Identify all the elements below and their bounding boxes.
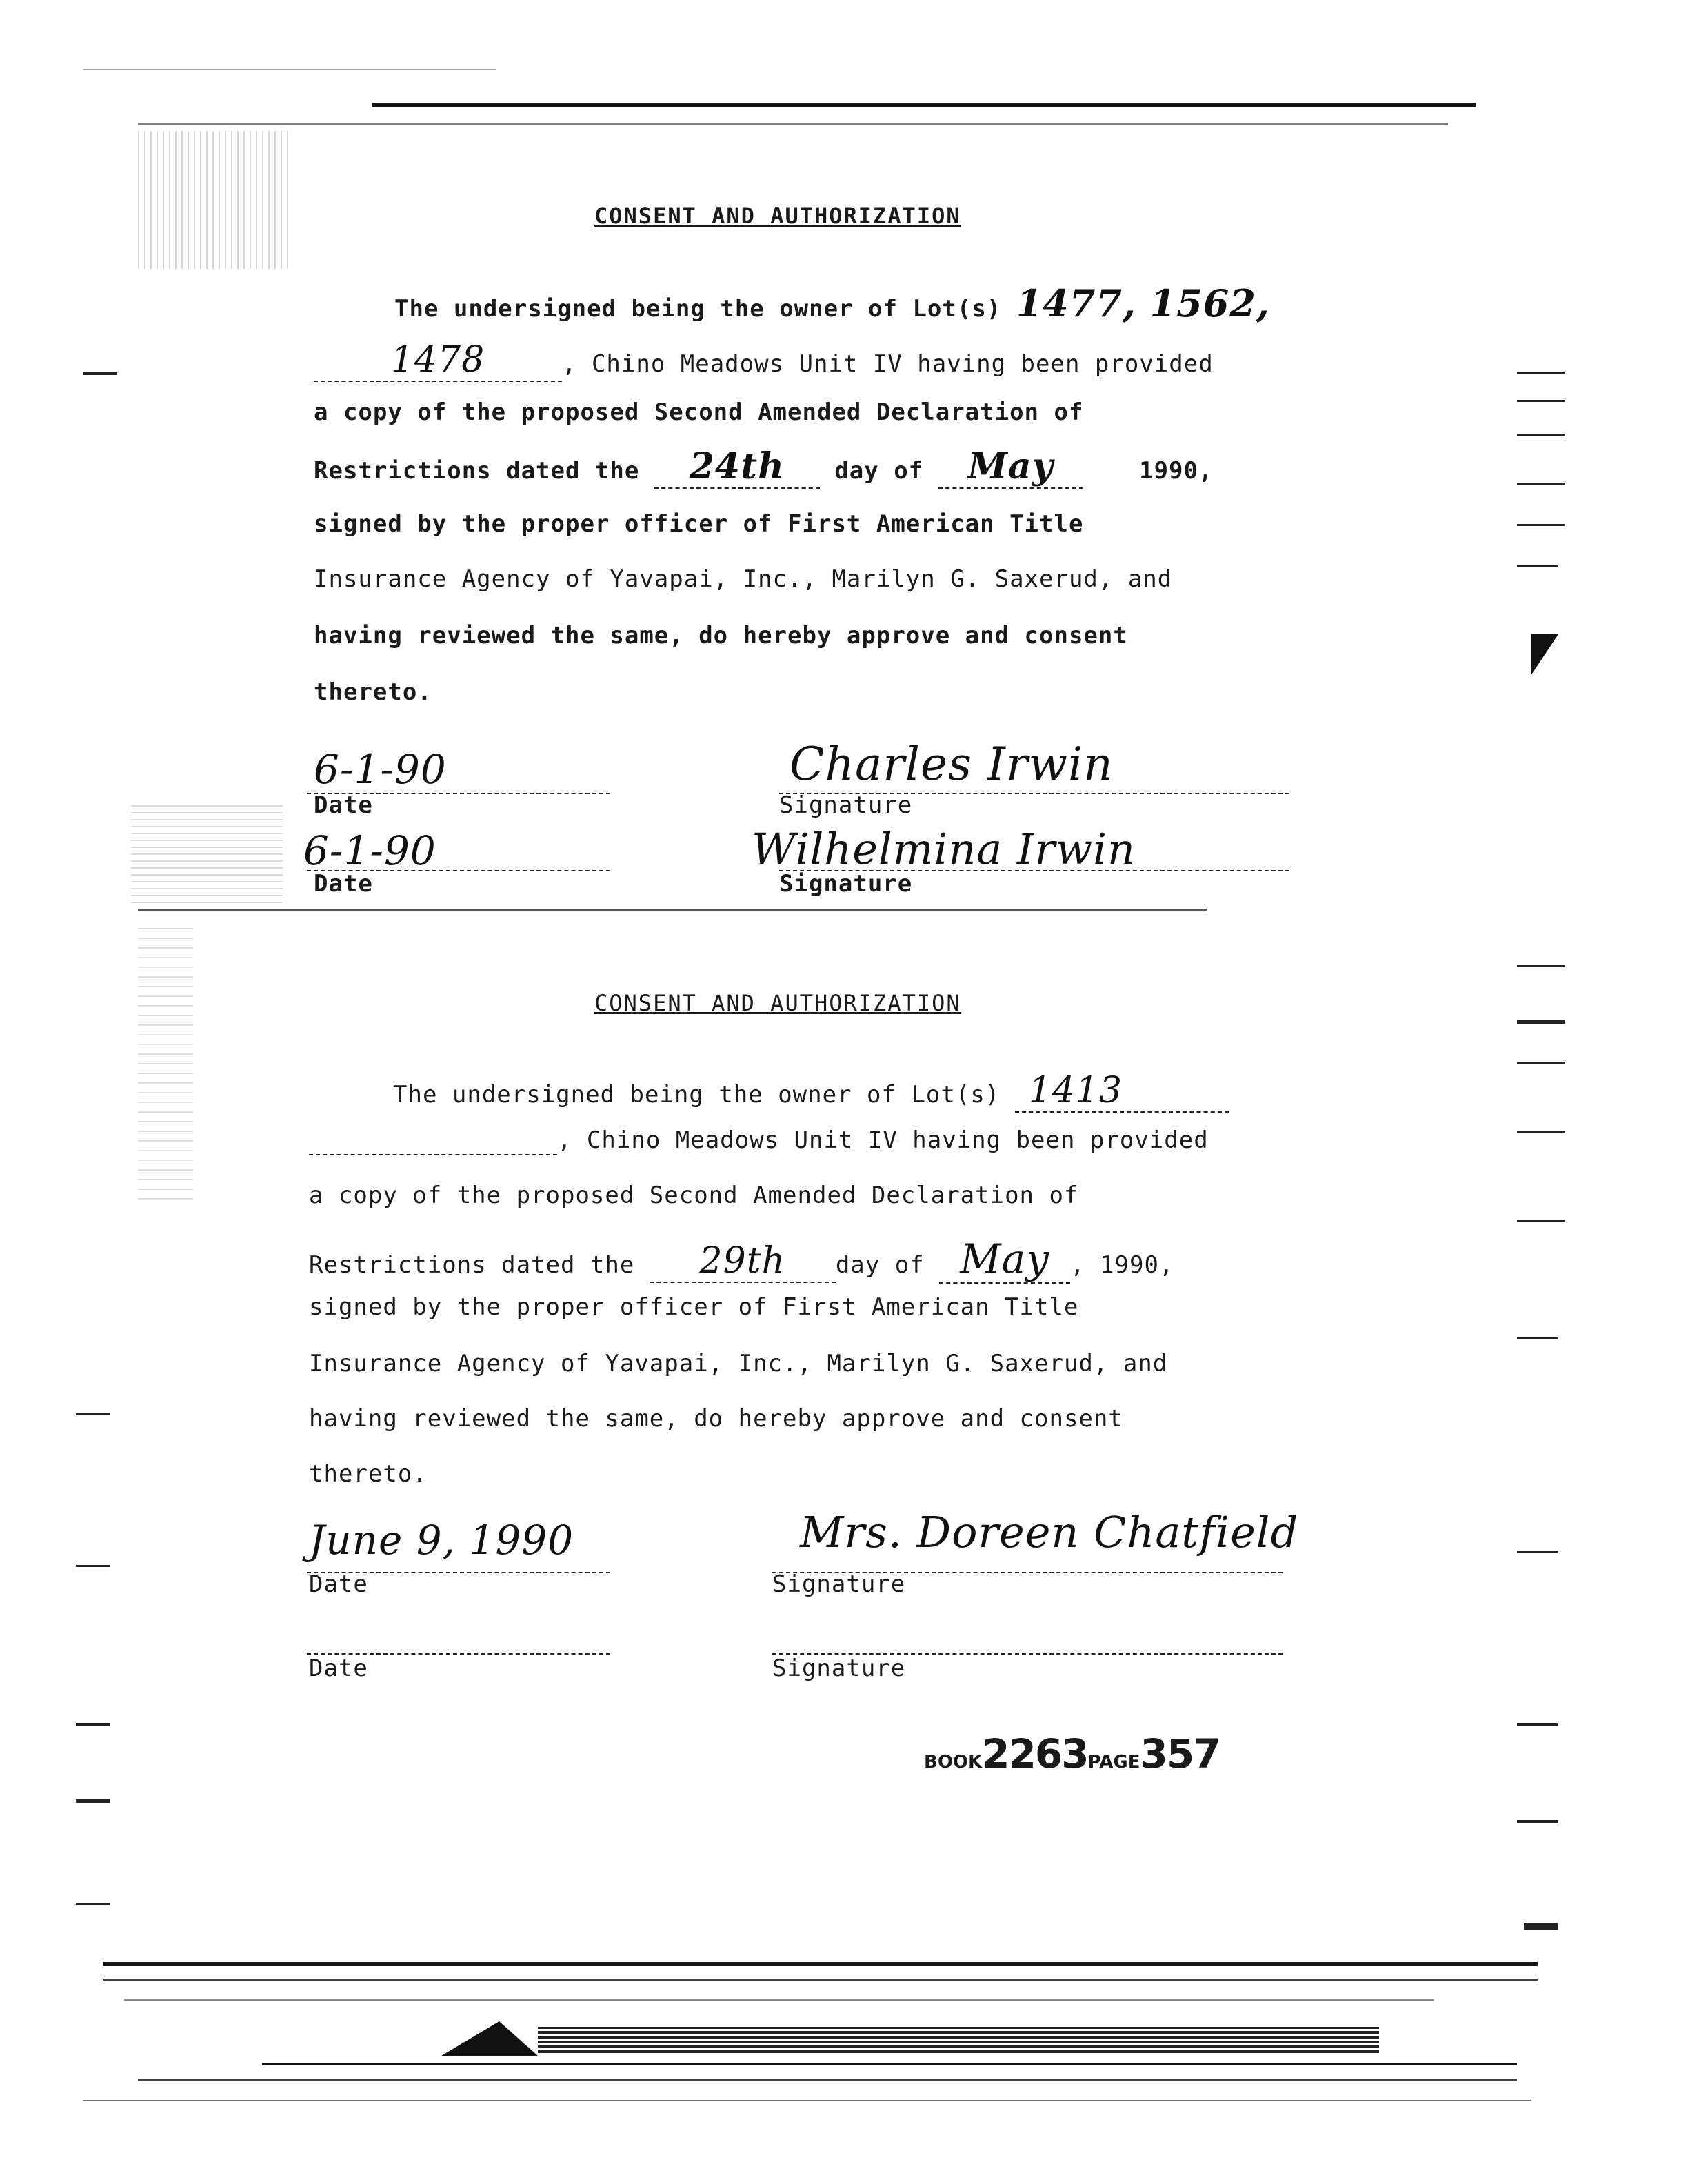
scan-mark-right-1 [1517,372,1565,374]
form1-sig2-label: Signature [779,870,913,898]
scan-rule-top-2 [138,123,1448,125]
scan-mark-right-7 [1517,965,1565,967]
scan-bottom-rule-2 [103,1979,1538,1981]
form2-line-3: a copy of the proposed Second Amended Declaration of [309,1182,1079,1209]
scan-mark-right-12 [1517,1337,1558,1339]
scan-noise-left-2 [131,800,283,903]
form1-lots-b-handwritten: 1478 [390,339,485,381]
form1-line-8: thereto. [314,678,432,706]
form1-sig1-handwritten: Charles Irwin [790,738,1114,791]
scan-mark-right-6 [1517,565,1558,567]
form1-day-handwritten: 24th [689,445,785,487]
form1-year: 1990, [1139,457,1214,485]
form2-lots-blank [1015,1070,1229,1113]
form2-title: CONSENT AND AUTHORIZATION [594,990,961,1016]
scan-bottom-wedge [441,2021,538,2056]
scan-noise-left-1 [138,131,290,269]
form1-lots-blank [314,339,562,382]
form2-line-7: having reviewed the same, do hereby approve and consent [309,1405,1123,1433]
book-page-stamp [924,1730,1220,1777]
scan-mark-left-1 [83,372,117,375]
scan-mark-right-5 [1517,524,1565,526]
scan-mark-right-16 [1524,1923,1558,1930]
form1-month-blank [938,445,1083,489]
scan-mark-right-4 [1517,483,1565,485]
form1-title: CONSENT AND AUTHORIZATION [594,203,961,229]
form1-date2-handwritten: 6-1-90 [303,827,436,874]
scan-bottom-rule-4 [262,2063,1517,2065]
form2-line-1-text: The undersigned being the owner of Lot(s) [393,1081,1001,1109]
form2-lots-blank-2 [309,1126,557,1155]
form2-line-5: signed by the proper officer of First American Title [309,1293,1079,1321]
scan-bottom-rule-5 [138,2079,1517,2081]
form1-day-blank [654,445,820,489]
form1-line-2-text: , Chino Meadows Unit IV having been provided [562,350,1214,378]
form2-month-handwritten: May [960,1235,1049,1282]
form1-line-4-text: Restrictions dated the [314,457,640,485]
scan-mark-left-6 [76,1903,110,1905]
form2-line-2-text: , Chino Meadows Unit IV having been provided [557,1126,1209,1154]
form1-line-2 [314,339,1214,382]
form2-date2-label: Date [309,1655,368,1682]
form1-sig1-label: Signature [779,791,913,819]
scan-mark-left-4 [76,1723,110,1726]
form1-line-1-text: The undersigned being the owner of Lot(s) [394,295,1002,323]
scan-mark-right-8 [1517,1020,1565,1024]
form2-year: , 1990, [1070,1251,1174,1279]
form2-line-4-text: Restrictions dated the [309,1251,635,1279]
form2-line-2 [309,1126,1209,1155]
form2-day-blank [650,1240,836,1283]
form2-line-6: Insurance Agency of Yavapai, Inc., Marilyn G. Saxerud, and [309,1350,1168,1377]
scan-mark-right-9 [1517,1062,1565,1064]
form1-line-7: having reviewed the same, do hereby approve and consent [314,622,1128,649]
form1-day-of: day of [834,457,924,485]
scan-mark-right-15 [1517,1820,1558,1823]
scan-mark-right-wedge [1531,634,1558,676]
form2-line-8: thereto. [309,1460,428,1488]
scan-mark-right-10 [1517,1131,1565,1133]
book-label: BOOK [924,1752,983,1772]
form2-day-handwritten: 29th [699,1240,786,1282]
form1-sig2-handwritten: Wilhelmina Irwin [752,824,1136,874]
page-number: 357 [1140,1730,1220,1777]
form1-line-5: signed by the proper officer of First American Title [314,510,1084,538]
scan-bottom-rule-1 [103,1962,1538,1966]
scan-mark-left-2 [76,1413,110,1415]
form1-line-3: a copy of the proposed Second Amended Declaration of [314,398,1084,426]
form1-date1-handwritten: 6-1-90 [314,746,447,793]
scan-bottom-rule-6 [83,2100,1531,2101]
form2-line-4 [309,1235,1174,1284]
form1-lots-handwritten: 1477, 1562, [1016,281,1270,325]
scan-mark-left-5 [76,1799,110,1803]
scan-cut-line [138,909,1207,911]
scan-noise-left-3 [138,924,193,1200]
scan-mark-right-14 [1517,1723,1558,1726]
scan-mark-right-13 [1517,1551,1558,1553]
form1-date2-label: Date [314,870,373,898]
scan-mark-right-11 [1517,1220,1565,1222]
scan-mark-right-2 [1517,400,1565,402]
form2-month-blank [939,1235,1070,1284]
form1-line-6: Insurance Agency of Yavapai, Inc., Marilyn G. Saxerud, and [314,565,1173,593]
scan-mark-left-3 [76,1565,110,1567]
form2-date1-handwritten: June 9, 1990 [309,1517,574,1564]
scan-mark-right-3 [1517,434,1565,436]
scan-bottom-rule-3 [124,1999,1434,2001]
form2-line-1 [393,1070,1229,1113]
page-label: PAGE [1087,1752,1140,1772]
form2-sig1-handwritten: Mrs. Doreen Chatfield [800,1507,1299,1557]
form2-sig1-label: Signature [772,1570,906,1598]
form1-line-1 [394,281,1270,325]
form2-lots-handwritten: 1413 [1028,1070,1123,1111]
scan-bottom-band [538,2027,1379,2053]
scan-rule-top [372,103,1476,107]
form2-sig2-label: Signature [772,1655,906,1682]
book-number: 2263 [982,1730,1088,1777]
form1-date1-label: Date [314,791,373,819]
form1-line-4 [314,445,1213,489]
form1-month-handwritten: May [967,445,1054,487]
form2-date1-label: Date [309,1570,368,1598]
scan-rule-top-3 [83,69,496,70]
form2-day-of: day of [835,1251,925,1279]
